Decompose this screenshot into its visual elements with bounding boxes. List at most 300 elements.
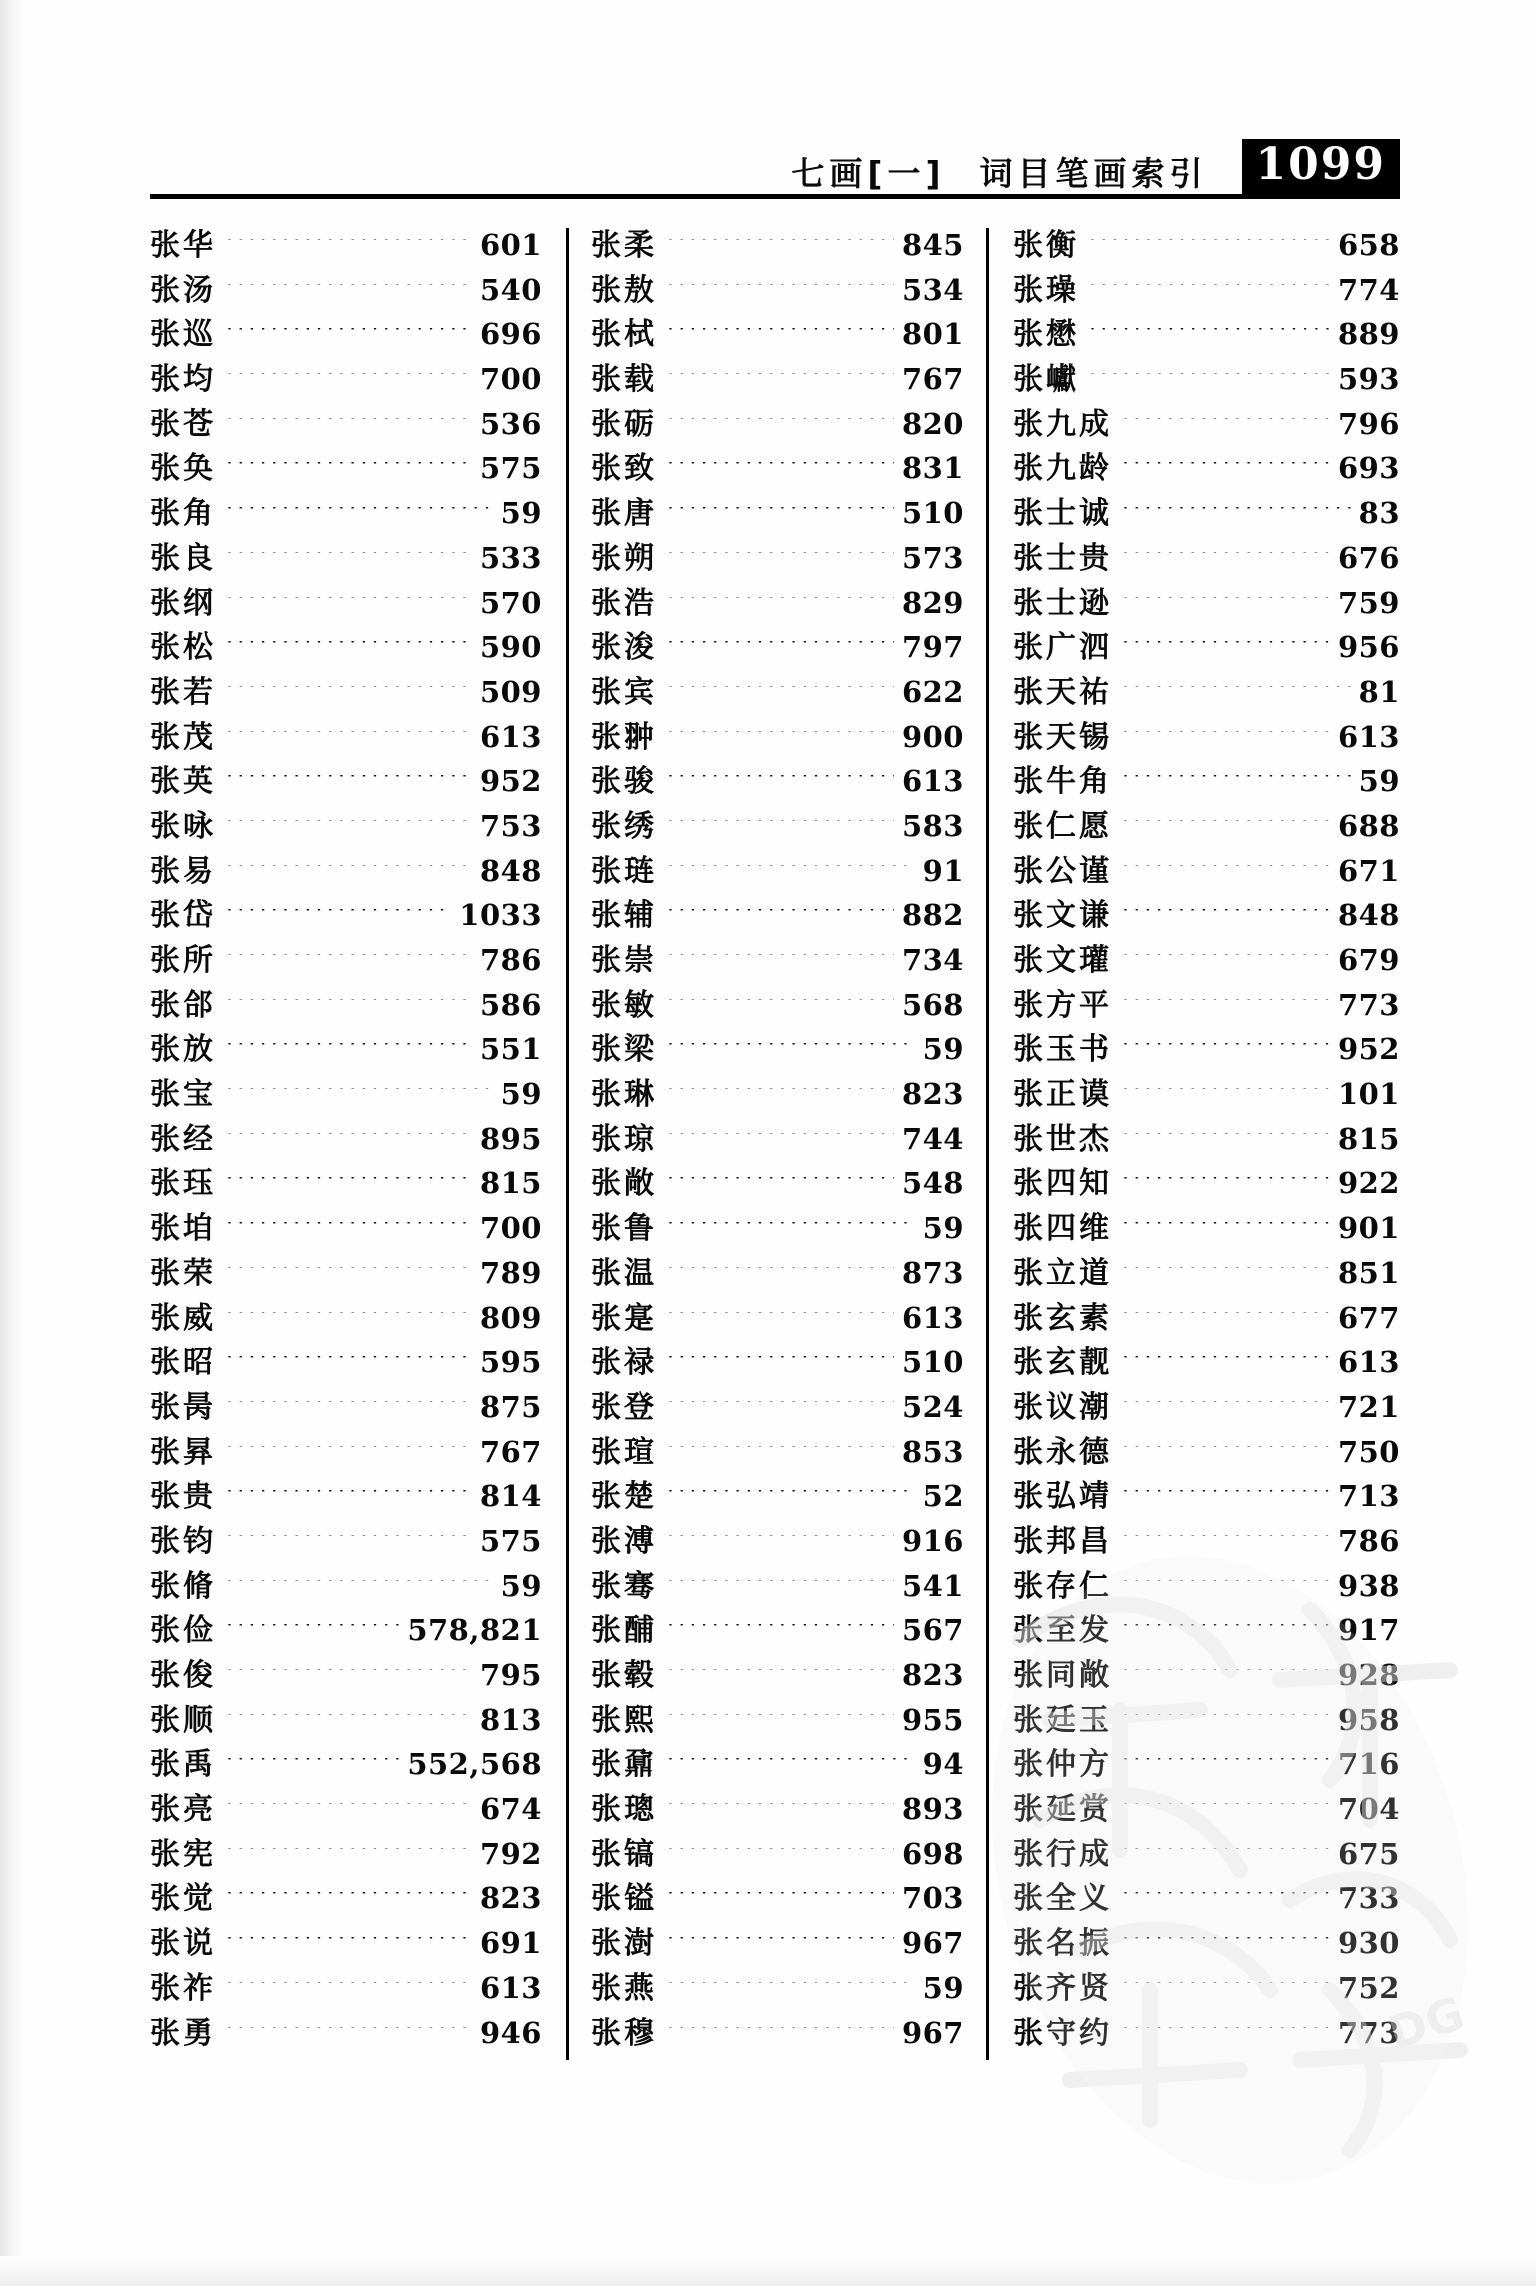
index-entry[interactable]	[150, 675, 542, 720]
dot-leader	[1122, 1222, 1330, 1238]
index-entry[interactable]	[591, 809, 964, 854]
index-entry[interactable]	[1013, 1524, 1400, 1569]
index-entry[interactable]	[591, 854, 964, 899]
dot-leader	[667, 1803, 894, 1819]
index-entry[interactable]	[150, 764, 542, 809]
entry-page-number: 622	[901, 674, 964, 709]
index-entry[interactable]	[1013, 1569, 1400, 1614]
entry-page-number: 848	[479, 853, 542, 888]
index-entry[interactable]	[1013, 1792, 1400, 1837]
entry-page-number: 59	[500, 1568, 542, 1603]
entry-page-number: 509	[479, 674, 542, 709]
entry-term: 张宪	[150, 1836, 216, 1872]
entry-term: 张贵	[150, 1479, 216, 1515]
entry-term: 张天锡	[1013, 719, 1112, 755]
entry-page-number: 59	[500, 1077, 542, 1112]
entry-page-number: 958	[1337, 1702, 1400, 1737]
entry-page-number: 967	[901, 1926, 964, 1961]
entry-page-number: 575	[479, 451, 542, 486]
dot-leader	[1122, 1267, 1330, 1283]
index-entry[interactable]	[150, 586, 542, 631]
entry-term: 张守约	[1013, 2015, 1112, 2051]
index-entry[interactable]	[150, 2016, 542, 2061]
index-entry[interactable]	[150, 1837, 542, 1882]
index-entry[interactable]	[1013, 2016, 1400, 2061]
index-entry[interactable]	[1013, 586, 1400, 631]
index-entry[interactable]	[150, 1166, 542, 1211]
dot-leader	[667, 1177, 894, 1193]
dot-leader	[226, 239, 472, 255]
entry-page-number: 676	[1337, 540, 1400, 575]
entry-term: 张文谦	[1013, 898, 1112, 934]
index-entry[interactable]	[150, 1301, 542, 1346]
index-entry[interactable]	[1013, 898, 1400, 943]
dot-leader	[667, 1714, 894, 1730]
entry-term: 张昪	[150, 1434, 216, 1470]
dot-leader	[226, 2027, 472, 2043]
entry-page-number: 752	[1337, 1970, 1400, 2005]
index-entry[interactable]	[591, 1301, 964, 1346]
index-entry[interactable]	[591, 1166, 964, 1211]
index-entry[interactable]	[1013, 451, 1400, 496]
index-entry[interactable]	[150, 1122, 542, 1167]
entry-term: 张全义	[1013, 1881, 1112, 1917]
dot-leader	[226, 507, 493, 523]
entry-page-number: 809	[479, 1300, 542, 1335]
entry-term: 张砺	[591, 406, 657, 442]
index-entry[interactable]	[591, 273, 964, 318]
index-entry[interactable]	[1013, 809, 1400, 854]
dot-leader	[226, 1624, 399, 1640]
dot-leader	[667, 1267, 894, 1283]
dot-leader	[1089, 284, 1330, 300]
index-entry[interactable]	[150, 1881, 542, 1926]
dot-leader	[226, 1133, 472, 1149]
index-entry[interactable]	[591, 451, 964, 496]
entry-page-number: 693	[1337, 451, 1400, 486]
dot-leader	[226, 1848, 472, 1864]
index-entry[interactable]	[591, 362, 964, 407]
index-entry[interactable]	[591, 1211, 964, 1256]
entry-page-number: 510	[901, 1345, 964, 1380]
entry-term: 张燕	[591, 1970, 657, 2006]
entry-term: 张顺	[150, 1702, 216, 1738]
svg-text:DG: DG	[1381, 1985, 1471, 2061]
entry-term: 张说	[150, 1926, 216, 1962]
entry-term: 张玄靓	[1013, 1345, 1112, 1381]
index-entry[interactable]	[591, 2016, 964, 2061]
dot-leader	[667, 1490, 915, 1506]
entry-page-number: 671	[1337, 853, 1400, 888]
dot-leader	[667, 1982, 915, 1998]
column-3	[986, 228, 1400, 2060]
index-entry[interactable]	[150, 273, 542, 318]
entry-term: 张宝	[150, 1077, 216, 1113]
entry-page-number: 59	[500, 496, 542, 531]
index-entry[interactable]	[591, 1613, 964, 1658]
dot-leader	[1122, 1177, 1330, 1193]
index-entry[interactable]	[591, 1122, 964, 1167]
index-entry[interactable]	[150, 1792, 542, 1837]
index-entry[interactable]	[591, 1345, 964, 1390]
entry-term: 张绣	[591, 808, 657, 844]
dot-leader	[226, 775, 472, 791]
dot-leader	[1122, 731, 1330, 747]
dot-leader	[1122, 1803, 1330, 1819]
index-entry[interactable]	[150, 1479, 542, 1524]
index-entry[interactable]	[1013, 1703, 1400, 1748]
entry-term: 张同敞	[1013, 1658, 1112, 1693]
index-entry[interactable]	[1013, 988, 1400, 1033]
index-entry[interactable]	[150, 1524, 542, 1569]
index-entry[interactable]	[1013, 1747, 1400, 1792]
index-entry[interactable]	[1013, 1256, 1400, 1301]
entry-page-number: 773	[1337, 987, 1400, 1022]
dot-leader	[667, 284, 894, 300]
index-entry[interactable]	[591, 1524, 964, 1569]
index-entry[interactable]	[1013, 675, 1400, 720]
entry-term: 张存仁	[1013, 1568, 1112, 1604]
entry-page-number: 567	[901, 1613, 964, 1648]
index-entry[interactable]	[150, 1345, 542, 1390]
entry-page-number: 814	[479, 1479, 542, 1514]
column-2	[566, 228, 986, 2060]
index-entry[interactable]	[591, 898, 964, 943]
index-entry[interactable]	[150, 1435, 542, 1480]
dot-leader	[1122, 1043, 1330, 1059]
dot-leader	[226, 1043, 472, 1059]
running-header	[150, 128, 1400, 206]
entry-term: 张牛角	[1013, 764, 1112, 800]
entry-page-number: 691	[479, 1926, 542, 1961]
index-entry[interactable]	[1013, 228, 1400, 273]
entry-page-number: 750	[1337, 1434, 1400, 1469]
index-entry[interactable]	[591, 1569, 964, 1614]
dot-leader	[1122, 641, 1330, 657]
index-entry[interactable]	[591, 1926, 964, 1971]
dot-leader	[226, 686, 472, 702]
index-entry[interactable]	[1013, 1211, 1400, 1256]
dot-leader	[1122, 1446, 1330, 1462]
index-entry[interactable]	[150, 854, 542, 899]
dot-leader	[226, 284, 472, 300]
entry-term: 张均	[150, 362, 216, 398]
index-entry[interactable]	[1013, 496, 1400, 541]
entry-page-number: 91	[922, 853, 964, 888]
index-entry[interactable]	[1013, 630, 1400, 675]
entry-page-number: 789	[479, 1255, 542, 1290]
entry-term: 张公谨	[1013, 853, 1112, 889]
dot-leader	[226, 999, 472, 1015]
index-entry[interactable]	[150, 496, 542, 541]
entry-page-number: 536	[479, 406, 542, 441]
index-entry[interactable]	[1013, 854, 1400, 899]
index-entry[interactable]	[591, 1837, 964, 1882]
index-entry[interactable]	[591, 1032, 964, 1077]
index-entry[interactable]	[150, 1926, 542, 1971]
index-entry[interactable]	[150, 1569, 542, 1614]
entry-page-number: 967	[901, 2015, 964, 2050]
dot-leader	[226, 1580, 493, 1596]
entry-page-number: 510	[901, 496, 964, 531]
index-entry[interactable]	[1013, 1613, 1400, 1658]
dot-leader	[667, 2027, 894, 2043]
index-entry[interactable]	[150, 451, 542, 496]
index-entry[interactable]	[1013, 1345, 1400, 1390]
dot-leader	[1122, 507, 1351, 523]
index-entry[interactable]	[150, 1256, 542, 1301]
entry-term: 张纲	[150, 585, 216, 621]
index-entry[interactable]	[1013, 1435, 1400, 1480]
dot-leader	[1122, 1580, 1330, 1596]
dot-leader	[226, 1267, 472, 1283]
entry-page-number: 533	[479, 540, 542, 575]
dot-leader	[667, 1937, 894, 1953]
index-entry[interactable]	[150, 1971, 542, 2016]
index-entry[interactable]	[1013, 720, 1400, 765]
entry-term: 张敖	[591, 272, 657, 308]
entry-term: 张巡	[150, 317, 216, 353]
index-entry[interactable]	[591, 1077, 964, 1122]
index-entry[interactable]	[1013, 764, 1400, 809]
entry-term: 张辅	[591, 898, 657, 934]
dot-leader	[1122, 954, 1330, 970]
entry-term: 张酺	[591, 1613, 657, 1649]
index-entry[interactable]	[150, 1658, 542, 1703]
entry-page-number: 744	[901, 1121, 964, 1156]
index-entry[interactable]	[591, 1390, 964, 1435]
index-entry[interactable]	[150, 988, 542, 1033]
entry-page-number: 583	[901, 808, 964, 843]
dot-leader	[226, 1714, 472, 1730]
index-entry[interactable]	[150, 1032, 542, 1077]
entry-page-number: 601	[479, 228, 542, 262]
index-entry[interactable]	[150, 1703, 542, 1748]
dot-leader	[226, 1758, 399, 1774]
index-entry[interactable]	[591, 1703, 964, 1748]
entry-term: 张祚	[150, 1970, 216, 2006]
dot-leader	[226, 1222, 472, 1238]
index-entry[interactable]	[591, 988, 964, 1033]
index-entry[interactable]	[150, 898, 542, 943]
dot-leader	[226, 1356, 472, 1372]
entry-term: 张文瓘	[1013, 943, 1112, 978]
entry-page-number: 568	[901, 987, 964, 1022]
entry-page-number: 853	[901, 1434, 964, 1469]
dot-leader	[1122, 1088, 1330, 1104]
entry-term: 张崇	[591, 943, 657, 978]
entry-term: 张柔	[591, 228, 657, 263]
entry-page-number: 59	[922, 1211, 964, 1246]
index-entry[interactable]	[591, 228, 964, 273]
dot-leader	[667, 1088, 894, 1104]
index-entry[interactable]	[591, 1971, 964, 2016]
index-entry[interactable]	[591, 943, 964, 988]
index-entry[interactable]	[1013, 541, 1400, 586]
entry-term: 张珏	[150, 1166, 216, 1202]
dot-leader	[667, 775, 894, 791]
entry-page-number: 900	[901, 719, 964, 754]
entry-term: 张四维	[1013, 1211, 1112, 1247]
entry-term: 张鲁	[591, 1211, 657, 1247]
dot-leader	[226, 462, 472, 478]
entry-term: 张登	[591, 1389, 657, 1425]
entry-page-number: 767	[479, 1434, 542, 1469]
entry-page-number: 716	[1337, 1747, 1400, 1782]
entry-page-number: 700	[479, 1211, 542, 1246]
index-entry[interactable]	[150, 1211, 542, 1256]
index-entry[interactable]	[1013, 1479, 1400, 1524]
index-entry[interactable]	[150, 362, 542, 407]
index-entry[interactable]	[591, 720, 964, 765]
entry-page-number: 675	[1337, 1836, 1400, 1871]
entry-term: 张熙	[591, 1702, 657, 1738]
entry-term: 张咏	[150, 808, 216, 844]
index-entry[interactable]	[1013, 1301, 1400, 1346]
entry-term: 张岱	[150, 898, 216, 934]
entry-page-number: 882	[901, 898, 964, 933]
index-entry[interactable]	[1013, 407, 1400, 452]
index-entry[interactable]	[150, 943, 542, 988]
entry-term: 张浚	[591, 630, 657, 666]
index-entry[interactable]	[1013, 1077, 1400, 1122]
index-entry[interactable]	[1013, 1122, 1400, 1167]
index-entry[interactable]	[591, 317, 964, 362]
dot-leader	[1122, 1892, 1330, 1908]
dot-leader	[667, 597, 894, 613]
index-entry[interactable]	[1013, 1837, 1400, 1882]
index-entry[interactable]	[1013, 1658, 1400, 1703]
dot-leader	[667, 1312, 894, 1328]
entry-term: 张良	[150, 540, 216, 576]
entry-page-number: 813	[479, 1702, 542, 1737]
index-entry[interactable]	[591, 630, 964, 675]
dot-leader	[667, 239, 894, 255]
index-entry[interactable]	[1013, 273, 1400, 318]
index-entry[interactable]	[591, 1747, 964, 1792]
index-entry[interactable]	[150, 317, 542, 362]
dot-leader	[1122, 462, 1330, 478]
dot-leader	[667, 328, 894, 344]
entry-term: 张若	[150, 674, 216, 710]
entry-page-number: 524	[901, 1389, 964, 1424]
index-entry[interactable]	[150, 1613, 542, 1658]
entry-page-number: 938	[1337, 1568, 1400, 1603]
scan-edge-shadow-bottom	[0, 2256, 1536, 2286]
index-entry[interactable]	[150, 1390, 542, 1435]
index-entry[interactable]	[591, 675, 964, 720]
header-rule	[150, 194, 1400, 199]
index-entry[interactable]	[591, 1479, 964, 1524]
index-entry[interactable]	[150, 1077, 542, 1122]
entry-page-number: 59	[922, 1032, 964, 1067]
index-entry[interactable]	[1013, 1881, 1400, 1926]
dot-leader	[667, 1222, 915, 1238]
dot-leader	[226, 641, 472, 657]
entry-term: 张方平	[1013, 987, 1112, 1023]
index-entry[interactable]	[591, 496, 964, 541]
index-entry[interactable]	[150, 407, 542, 452]
entry-term: 张广泗	[1013, 630, 1112, 666]
entry-page-number: 848	[1337, 898, 1400, 933]
entry-term: 张茂	[150, 719, 216, 755]
entry-term: 张懋	[1013, 317, 1079, 353]
entry-page-number: 815	[479, 1166, 542, 1201]
entry-term: 张名振	[1013, 1926, 1112, 1962]
index-entry[interactable]	[1013, 1032, 1400, 1077]
entry-page-number: 952	[479, 764, 542, 799]
index-entry[interactable]	[150, 541, 542, 586]
entry-page-number: 952	[1337, 1032, 1400, 1067]
dot-leader	[1089, 328, 1330, 344]
index-entry[interactable]	[1013, 943, 1400, 988]
index-entry[interactable]	[1013, 1166, 1400, 1211]
entry-page-number: 831	[901, 451, 964, 486]
entry-page-number: 786	[479, 943, 542, 977]
entry-term: 张弘靖	[1013, 1479, 1112, 1515]
entry-term: 张荣	[150, 1255, 216, 1291]
index-entry[interactable]	[1013, 1971, 1400, 2016]
dot-leader	[667, 1401, 894, 1417]
entry-term: 张玄素	[1013, 1300, 1112, 1336]
index-entry[interactable]	[1013, 317, 1400, 362]
entry-term: 张载	[591, 362, 657, 398]
entry-term: 张衡	[1013, 228, 1079, 263]
entry-page-number: 713	[1337, 1479, 1400, 1514]
dot-leader	[226, 552, 472, 568]
entry-page-number: 829	[901, 585, 964, 620]
index-entry[interactable]	[591, 1792, 964, 1837]
index-entry[interactable]	[591, 1256, 964, 1301]
index-entry[interactable]	[591, 764, 964, 809]
entry-term: 张廷玉	[1013, 1702, 1112, 1738]
dot-leader	[226, 1803, 472, 1819]
index-entry[interactable]	[150, 228, 542, 273]
index-entry[interactable]	[150, 720, 542, 765]
entry-page-number: 930	[1337, 1926, 1400, 1961]
index-entry[interactable]	[1013, 362, 1400, 407]
dot-leader	[667, 731, 894, 747]
entry-term: 张巘	[1013, 362, 1079, 398]
index-entry[interactable]	[1013, 1390, 1400, 1435]
index-entry[interactable]	[150, 630, 542, 675]
index-entry[interactable]	[591, 586, 964, 631]
entry-term: 张镒	[591, 1881, 657, 1917]
entry-page-number: 759	[1337, 585, 1400, 620]
entry-term: 张昺	[150, 1389, 216, 1425]
entry-page-number: 613	[901, 1300, 964, 1335]
dot-leader	[667, 909, 894, 925]
entry-term: 张威	[150, 1300, 216, 1336]
index-entry[interactable]	[591, 541, 964, 586]
entry-term: 张世杰	[1013, 1121, 1112, 1157]
entry-term: 张汤	[150, 272, 216, 308]
entry-term: 张角	[150, 496, 216, 532]
index-entry[interactable]	[591, 1881, 964, 1926]
entry-term: 张脩	[150, 1568, 216, 1604]
index-entry[interactable]	[150, 809, 542, 854]
entry-term: 张俊	[150, 1658, 216, 1693]
dot-leader	[226, 1177, 472, 1193]
index-entry[interactable]	[591, 1658, 964, 1703]
index-entry[interactable]	[150, 1747, 542, 1792]
index-entry[interactable]	[591, 407, 964, 452]
entry-page-number: 753	[479, 808, 542, 843]
index-entry[interactable]	[591, 1435, 964, 1480]
entry-page-number: 901	[1337, 1211, 1400, 1246]
index-entry[interactable]	[1013, 1926, 1400, 1971]
entry-term: 张经	[150, 1121, 216, 1157]
